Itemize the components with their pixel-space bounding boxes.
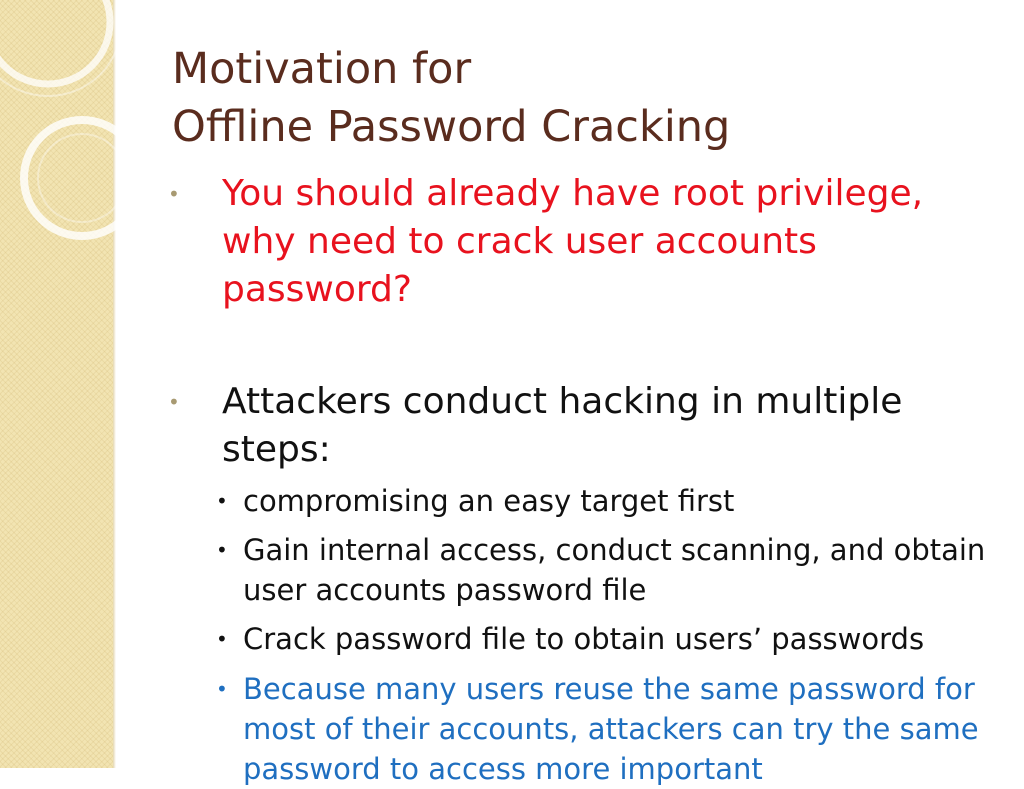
bullet-root-privilege-question [168, 170, 982, 314]
slide-title [172, 40, 730, 156]
subbullet-text: compromising an easy target first [243, 484, 735, 518]
subbullet-internal-access [216, 530, 1003, 610]
subbullet-marker: • [216, 538, 228, 562]
bullet-text: Attackers conduct hacking in multiple steps: [222, 381, 903, 470]
subbullet-easy-target [216, 481, 1003, 521]
bullet-multiple-steps [168, 378, 982, 474]
bullet-text: You should already have root privilege, why need to crack user accounts password? [222, 173, 924, 310]
slide-title-line-1: Motivation for [172, 44, 472, 94]
bullet-marker: • [168, 390, 180, 414]
decorative-rings-graphic [0, 0, 140, 260]
subbullet-password-reuse [216, 669, 1003, 789]
slide-title-line-2: Offline Password Cracking [172, 102, 731, 152]
subbullet-text: Crack password file to obtain users’ passwords [243, 622, 925, 656]
subbullet-text: Because many users reuse the same password for most of their accounts, attackers can try the same password to access more important [243, 672, 979, 786]
subbullet-text: Gain internal access, conduct scanning, and obtain user accounts password file [243, 533, 986, 607]
subbullet-marker: • [216, 627, 228, 651]
subbullet-marker: • [216, 677, 228, 701]
subbullet-marker: • [216, 489, 228, 513]
bullet-marker: • [168, 182, 180, 206]
subbullet-crack-password-file [216, 619, 1003, 659]
